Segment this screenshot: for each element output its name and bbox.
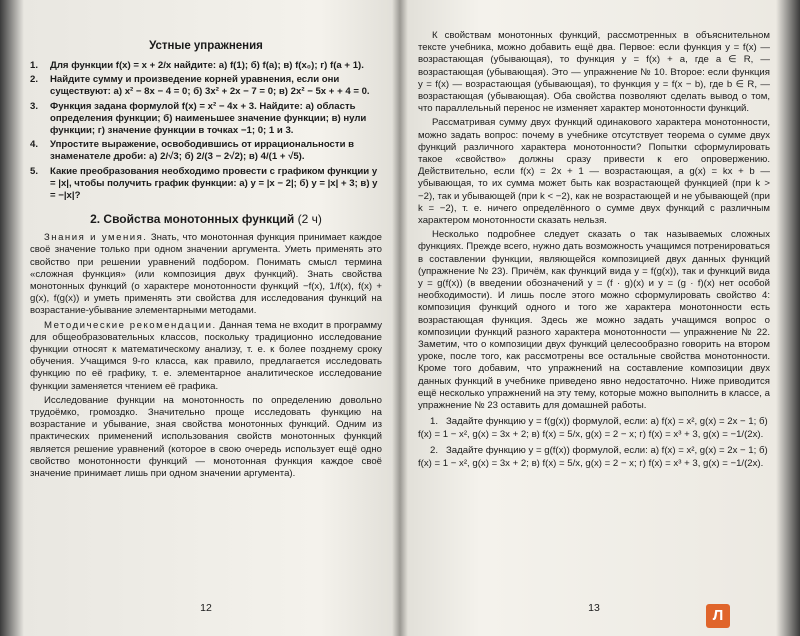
exercise-item: 2. Найдите сумму и произведение корней уравнения, если они существуют: а) x² − 8x − 4 = 0; б) 3x² + 2x − 7 = 0; в) 2x² − 5x + + 4 = 0. <box>30 74 370 98</box>
exercise-item: 4. Упростите выражение, освободившись от иррациональности в знаменателе дроби: а) 2/√3; б) 2/(3 − 2√2); в) 4/(1 + √5). <box>30 139 355 163</box>
task-item: 1. Задайте функцию y = f(g(x)) формулой, если: а) f(x) = x², g(x) = 2x − 1; б) f(x) = 1 − x², g(x) = 3x + 2; в) f(x) = 5/x, g(x) = 2 − x; г) f(x) = x³ + 3, g(x) = −1/(2x). <box>418 416 768 440</box>
exercise-list <box>30 60 382 202</box>
page-number: 13 <box>588 602 600 614</box>
section-hours: (2 ч) <box>297 212 322 227</box>
body-paragraph: К свойствам монотонных функций, рассмотренных в объяснительном тексте учебника, можно добавить ещё два. Первое: если функция y = f(x) — возрастающая (убывающая), то функция y = f(x) + a, где a ∈ R, — возрастающая (убывающая). Это — упражнение № 10. Второе: если функция y = f(x) — возрастающая (убывающая), то функция y = f(x − b), где b ∈ R, — возрастающая (убывающая). Оба свойства позволяют сделать вывод о том, что параллельный перенос не изменяет характер монотонности функций. <box>418 30 770 115</box>
section-title: 2. Свойства монотонных функций (2 ч) <box>90 212 322 227</box>
page-number: 12 <box>200 602 212 614</box>
methodic-paragraph: Методические рекомендации. Данная тема не входит в программу для общеобразовательных классов, поскольку традиционно исследование функции относят к математическому анализу, т. е. к более позднему сроку обучения. Учащимся 9-го класса, как правило, предлагается исследовать функцию по её графику, т. е. элементарное аналитическое исследование функции заменяется чтением её графика. <box>30 319 382 392</box>
right-page <box>418 30 770 620</box>
body-paragraph: Несколько подробнее следует сказать о так называемых сложных функциях. Прежде всего, нужно дать возможность учащимся потренироваться в составлении функции, являющейся композицией двух данных функций (упражнение № 23). Причём, как функций вида y = f(g(x)), так и функций вида y = g(f(x)) (в введении обозначений y = (f · g)(x) и y = (g · f)(x) нет особой необходимости). И лишь после этого можно сформулировать свойство 4: композиция функций одного и того же характера монотонности есть возрастающая функция. Здесь же можно задать учащимся вопрос о композиции функций разного характера монотонности — упражнение № 22. Заметим, что о композиции двух функций целесообразно говорить на втором уроке, после того, как рассмотрены все остальные свойства монотонности. Кроме того добавим, что упражнений на составление композиции двух данных функций в учебнике приведено явно недостаточно. Ниже приводится ещё несколько упражнений на эту тему, которые можно выполнить в классе, а упражнение № 23 оставить для домашней работы. <box>418 229 770 412</box>
exercises-title: Устные упражнения <box>149 40 263 52</box>
exercise-item: 1. Для функции f(x) = x + 2/x найдите: а) f(1); б) f(a); в) f(x₀); г) f(a + 1). <box>30 60 364 71</box>
task-item: 2. Задайте функцию y = g(f(x)) формулой, если: а) f(x) = x², g(x) = 2x − 1; б) f(x) = 1 − x², g(x) = 3x + 2; в) f(x) = 5/x, g(x) = 2 − x; г) f(x) = x³ + 3, g(x) = −1/(2x). <box>418 445 768 469</box>
knowledge-paragraph: Знания и умения. Знать, что монотонная функция принимает каждое своё значение только при одном значении аргумента. Уметь применять это свойство при решении уравнений подбором. Понимать смысл термина «сложная функция» (или композиция двух функций). Знать свойства монотонных функций (о характере монотонности функций −f(x), 1/f(x), f(x) + g(x), f(g(x)) и уметь применять эти свойства для исследования функций на возрастание-убывание элементарными методами. <box>30 232 382 317</box>
left-page <box>30 30 382 620</box>
body-paragraph: Рассматривая сумму двух функций одинакового характера монотонности, можно задать вопрос: почему в учебнике отсутствует теорема о сумме двух функций различного характера монотонности? Попытки сформулировать такое «свойство» должны сразу привести к его опровержению. Действительно, если f(x) = 2x + 1 — возрастающая, а g(x) = kx + b — убывающая, то их сумма может быть как возрастающей функцией (при k > −2), так и убывающей (при k < −2), как не возрастающей и не убывающей (при k = −2), т. е. ничего определённого о сумме двух функций с различным характером монотонности сказать нельзя. <box>418 117 770 227</box>
body-paragraph: Исследование функции на монотонность по определению довольно трудоёмко, громоздко. Значительно проще исследовать функцию на возрастание и убывание, зная свойства монотонных функций. Одним из практических применений использования свойств монотонных функций является решение уравнений (которое в свою очередь использует ещё одно свойство монотонности функций — монотонная функция каждое своё значение принимает лишь при одном значении аргумента). <box>30 394 382 480</box>
exercise-item: 3. Функция задана формулой f(x) = x² − 4x + 3. Найдите: а) область определения функции; б) наименьшее значение функции; в) нули функции; г) значение функции в точках −1; 0; 1 и 3. <box>30 100 367 137</box>
exercise-item: 5. Какие преобразования необходимо провести с графиком функции y = |x|, чтобы получить график функции: а) y = |x − 2|; б) y = |x| + 3; в) y = −|x|? <box>30 165 378 202</box>
watermark-logo-icon: Л <box>706 604 730 628</box>
